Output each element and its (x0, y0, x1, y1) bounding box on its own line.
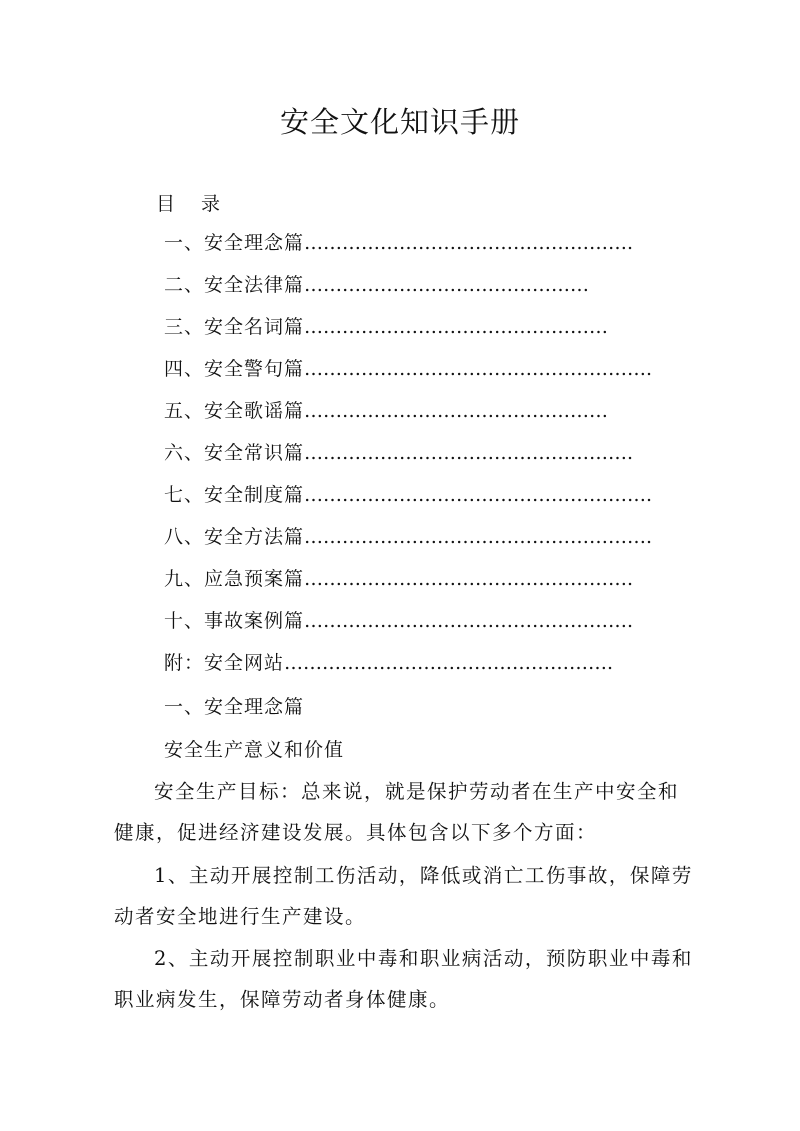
subsection-heading: 安全生产意义和价值 (164, 739, 345, 761)
toc-item-label: 九、应急预案篇 (164, 568, 305, 590)
toc-item-label: 六、安全常识篇 (164, 442, 305, 464)
toc-item-leader: ………………………………………………. (304, 358, 653, 380)
body-paragraph: 1、主动开展控制工伤活动，降低或消亡工伤事故，保障劳动者安全地进行生产建设。 (114, 864, 693, 928)
toc-item (164, 650, 652, 692)
toc-item-leader: ……………………………………………. (284, 652, 614, 674)
toc-item (164, 356, 652, 398)
toc-item-label: 二、安全法律篇 (164, 274, 305, 296)
toc-item (164, 524, 652, 566)
toc-item-label: 四、安全警句篇 (164, 358, 305, 380)
section-heading: 一、安全理念篇 (164, 696, 305, 718)
toc-item-leader: ……………………………………………. (304, 442, 634, 464)
toc-item (164, 314, 652, 356)
body-paragraph: 2、主动开展控制职业中毒和职业病活动，预防职业中毒和职业病发生，保障劳动者身体健康。 (114, 947, 693, 1011)
toc-item-label: 八、安全方法篇 (164, 526, 305, 548)
toc-item (164, 230, 652, 272)
document-title: 安全文化知识手册 (279, 105, 520, 139)
toc-item-label: 五、安全歌谣篇 (164, 400, 305, 422)
toc-item-label: 七、安全制度篇 (164, 484, 305, 506)
toc-item (164, 398, 652, 440)
toc-item-leader: ………………………………………………. (304, 526, 653, 548)
toc-heading: 目 录 (156, 193, 231, 215)
toc-item-leader: ……………………………………………. (304, 610, 634, 632)
toc-item (164, 608, 652, 650)
toc-item-label: 附：安全网站 (164, 652, 285, 674)
toc-item-label: 三、安全名词篇 (164, 316, 305, 338)
toc-item-leader: ……………………………………… (304, 274, 590, 296)
toc-item (164, 482, 652, 524)
toc-item-leader: ………………………………………… (304, 400, 609, 422)
body-paragraph: 安全生产目标：总来说，就是保护劳动者在生产中安全和健康，促进经济建设发展。具体包含以下多个方面： (114, 780, 680, 844)
toc-item-label: 一、安全理念篇 (164, 232, 305, 254)
toc-item-leader: ………………………………………………. (304, 484, 653, 506)
toc-item (164, 440, 652, 482)
toc-item-leader: ………………………………………… (304, 316, 609, 338)
toc-item-leader: ……………………………………………. (304, 568, 634, 590)
toc-item (164, 566, 652, 608)
toc-item (164, 272, 652, 314)
toc-item-label: 十、事故案例篇 (164, 610, 305, 632)
toc-item-leader: ……………………………………………. (304, 232, 634, 254)
table-of-contents (164, 230, 652, 692)
